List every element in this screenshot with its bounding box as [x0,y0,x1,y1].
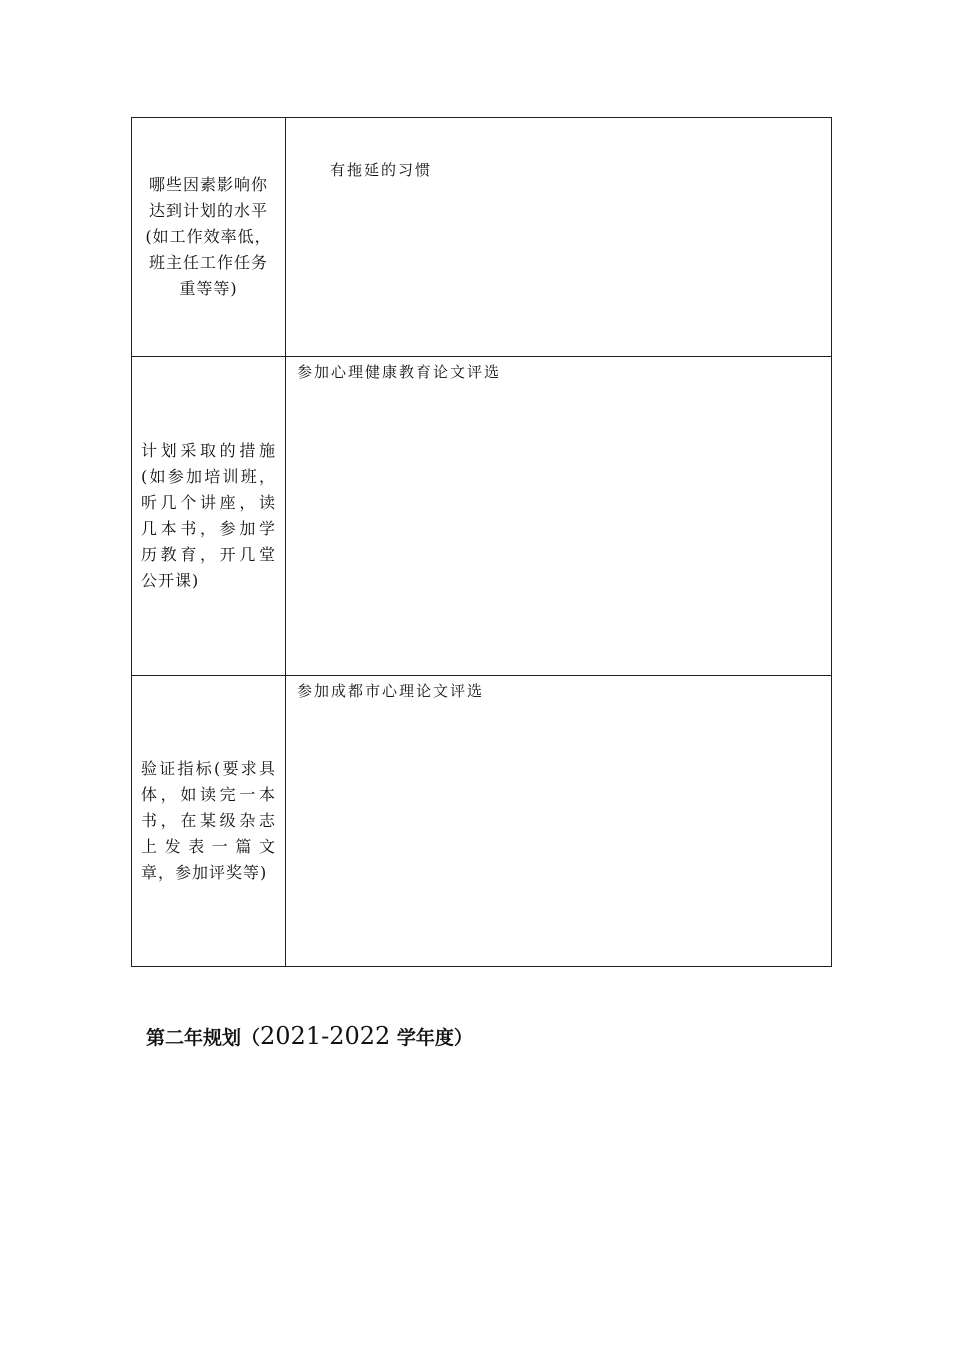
row-content-measures: 参加心理健康教育论文评选 [297,363,502,381]
table-row [132,357,832,676]
row-content-cell [286,357,832,676]
row-label-measures: 计划采取的措施(如参加培训班，听几个讲座，读几本书，参加学历教育，开几堂公开课) [141,441,276,590]
table-row [132,676,832,967]
table-row [132,118,832,357]
row-content-indicators: 参加成都市心理论文评选 [297,682,485,700]
row-label-cell [132,357,286,676]
plan-table [131,117,832,967]
row-label-indicators: 验证指标(要求具体，如读完一本书，在某级杂志上发表一篇文章，参加评奖等) [141,759,276,882]
section-heading [146,1022,473,1050]
heading-year-range: 2021-2022 [260,1022,391,1050]
row-label-cell [132,118,286,357]
heading-prefix: 第二年规划（ [146,1027,261,1049]
row-label-factors: 哪些因素影响你达到计划的水平(如工作效率低，班主任工作任务重等等) [145,175,272,298]
row-content-factors: 有拖延的习惯 [330,161,433,179]
row-content-cell [286,676,832,967]
heading-suffix: 学年度） [390,1027,473,1049]
row-label-cell [132,676,286,967]
row-content-cell [286,118,832,357]
